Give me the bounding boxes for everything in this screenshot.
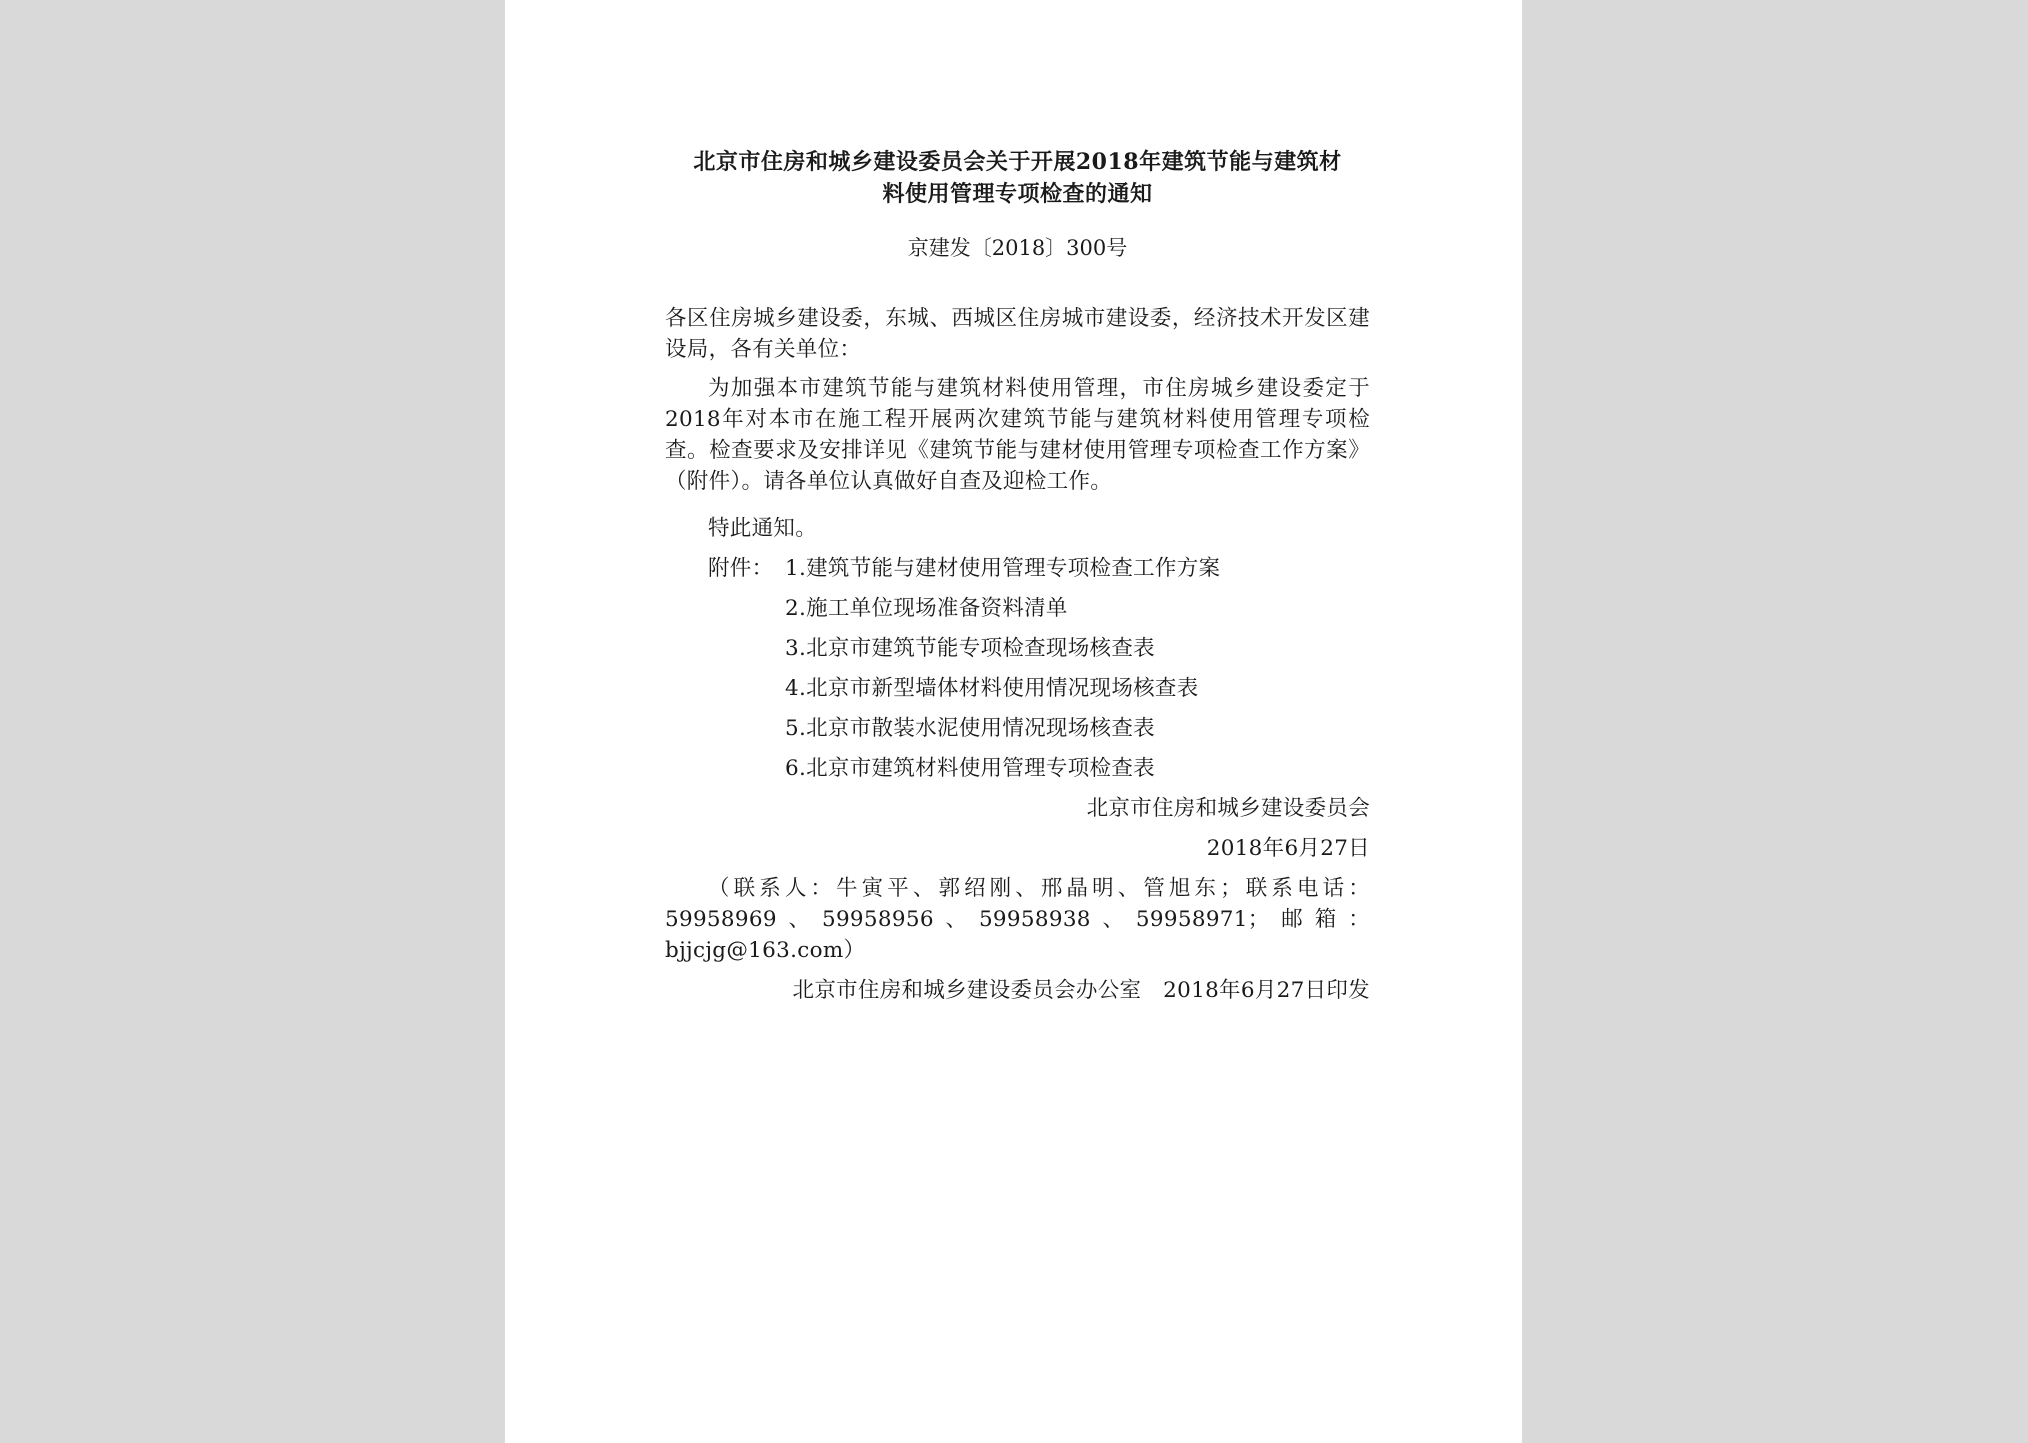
- document-page: [505, 0, 1522, 1443]
- issuer-signature: 北京市住房和城乡建设委员会: [1086, 796, 1370, 821]
- body-paragraph: 为加强本市建筑节能与建筑材料使用管理，市住房城乡建设委定于2018年对本市在施工程开展两次建筑节能与建筑材料使用管理专项检查。检查要求及安排详见《建筑节能与建材使用管理专项检查工作方案》（附件）。请各单位认真做好自查及迎检工作。: [665, 376, 1370, 494]
- attachment-item-5: 5.北京市散装水泥使用情况现场核查表: [785, 716, 1155, 741]
- attachment-item-4: 4.北京市新型墙体材料使用情况现场核查表: [785, 676, 1199, 701]
- attachment-item-3: 3.北京市建筑节能专项检查现场核查表: [785, 636, 1155, 661]
- document-number: 京建发〔2018〕300号: [907, 236, 1128, 260]
- print-footer: 北京市住房和城乡建设委员会办公室 2018年6月27日印发: [792, 978, 1370, 1003]
- contact-info: （联系人：牛寅平、郭绍刚、邢晶明、管旭东；联系电话：59958969、59958956、59958938、59958971；邮箱：bjjcjg@163.com）: [665, 876, 1370, 963]
- document-title: [665, 146, 1370, 210]
- title-line-1: 北京市住房和城乡建设委员会关于开展2018年建筑节能与建筑材: [693, 149, 1342, 175]
- closing-text: 特此通知。: [708, 516, 818, 541]
- issue-date: 2018年6月27日: [1206, 836, 1370, 861]
- attachment-item-2: 2.施工单位现场准备资料清单: [785, 596, 1068, 621]
- attachment-item-6: 6.北京市建筑材料使用管理专项检查表: [785, 756, 1155, 781]
- attachments-label: 附件：: [708, 556, 774, 581]
- title-line-2: 料使用管理专项检查的通知: [882, 181, 1153, 207]
- addressee: 各区住房城乡建设委，东城、西城区住房城市建设委，经济技术开发区建设局，各有关单位：: [665, 306, 1370, 362]
- attachment-item-1: 1.建筑节能与建材使用管理专项检查工作方案: [785, 556, 1221, 581]
